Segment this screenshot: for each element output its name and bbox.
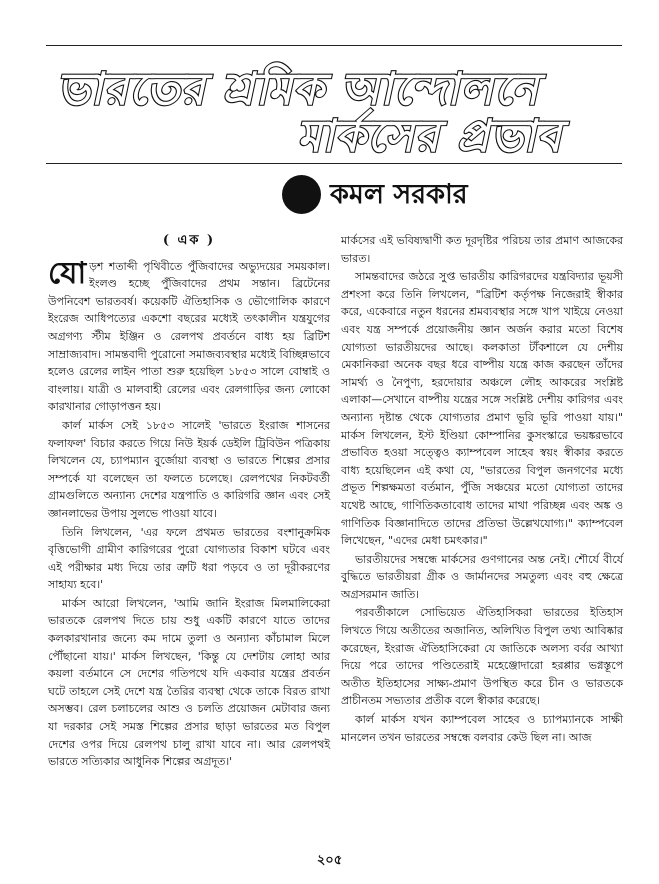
paragraph: মার্কসের এই ভবিষ্যদ্বাণী কত দূরদৃষ্টির পরিচয় তার প্রমাণ আজকের ভারত। (341, 234, 623, 265)
section-heading: ( এক ) (162, 233, 216, 248)
paragraph: কার্ল মার্কস সেই ১৮৫৩ সালেই 'ভারতে ইংরাজ শাসনের ফলাফল' বিচার করতে গিয়ে নিউ ইয়র্ক ডেইলি ট্রিবিউন পত্রিকায় লিখলেন যে, চ্যাপম্যান বুর্জোয়া ব্যবস্থা ও ভারতে শিল্পের প্রসার সম্পর্কে যা বলেছেন তা ফলতে চলেছে। রেলপথের নিকটবর্তী গ্রামগুলিতে অন্যান্য দেশের যন্ত্রপাতি ও কারিগরি জ্ঞান এবং সেই জ্ঞানলাভের উপায় সুলভে পাওয়া যাবে। (48, 418, 330, 520)
author-bullet-icon (282, 175, 321, 214)
paragraph: কার্ল মার্কস যখন ক্যাম্পবেল সাহেব ও চ্যাপম্যানকে সাক্ষী মানলেন তখন ভারতের সম্বন্ধে বলবার কেউ ছিল না। আজ (341, 713, 623, 744)
paragraph: যোড়শ শতাব্দী পৃথিবীতে পুঁজিবাদের অভ্যুদয়ের সময়কাল। ইংলণ্ড হচ্ছে পুঁজিবাদের প্রথম সন্তান। ব্রিটেনের উপনিবেশ ভারতবর্ষ। কয়েকটি ঐতিহাসিক ও ভৌগোলিক কারণে ইংরেজ আধিপত্যের একশো বছরের মধ্যেই তৎকালীন যন্ত্রযুগের অগ্রগণ্য স্টীম ইঞ্জিন ও রেলপথ প্রবর্তনে বাধ্য হয় ব্রিটিশ সাম্রাজ্যবাদ। সামন্তবাদী পুরোনো সমাজব্যবস্থার মধ্যেই বিচ্ছিন্নভাবে হলেও রেলের লাইন পাতা শুরু হয়েছিল ১৮৫৩ সালে বোম্বাই ও বাংলায়। যাত্রী ও মালবাহী রেলের এবং রেলগাড়ির জন্য লোকো কারখানার গোড়াপত্তন হয়। (48, 255, 330, 414)
article-title-line-1: ভারতের শ্রমিক আন্দোলনে (55, 64, 548, 115)
paragraph: সামন্তবাদের জঠরে সুপ্ত ভারতীয় কারিগরদের যন্ত্রবিদ্যার ভূয়সী প্রশংসা করে তিনি লিখলেন, "ব্রিটিশ কর্তৃপক্ষ নিজেরাই স্বীকার করে, একেবারে নতুন ধরনের শ্রমব্যবস্থার সঙ্গে খাপ খাইয়ে নেওয়া এবং যন্ত্র সম্পর্কে প্রয়োজনীয় জ্ঞান অর্জন করার মতো বিশেষ যোগ্যতা ভারতীয়দের আছে। কলকাতা টাঁকশালে যে দেশীয় মেকানিকরা অনেক বছর ধরে বাষ্পীয় যন্ত্রে কাজ করছেন তাঁদের সামর্থ্য ও নৈপুণ্য, হরদোয়ার অঞ্চলে লৌহ আকরের সংশ্লিষ্ট এলাকা—সেখানে বাষ্পীয় যন্ত্রের সঙ্গে সংশ্লিষ্ট দেশীয় কারিগর এবং অন্যান্য দৃষ্টান্ত থেকে যোগ্যতার প্রমাণ ভূরি ভূরি পাওয়া যায়।" মার্কস লিখলেন, ইস্ট ইণ্ডিয়া কোম্পানির কুসংস্কারে ভয়ঙ্করভাবে প্রভাবিত হওয়া সত্ত্বেও ক্যাম্পবেল সাহেব স্বয়ং স্বীকার করতে বাধ্য হয়েছিলেন এই কথা যে, "ভারতের বিপুল জনগণের মধ্যে প্রভূত শিল্পক্ষমতা বর্তমান, পুঁজি সঞ্চয়ের মতো যোগ্যতা তাদের যথেষ্ট আছে, গাণিতিকতাবোধ তাদের মাথা পরিচ্ছন্ন এবং অঙ্ক ও গাণিতিক বিজ্ঞানাদিতে তাদের প্রতিভা উল্লেখযোগ্য।" ক্যাম্পবেল লিখেছেন, "এদের মেধা চমৎকার।" (341, 270, 623, 548)
left-column (48, 232, 330, 772)
right-column (341, 232, 623, 747)
paragraph: মার্কস আরো লিখলেন, 'আমি জানি ইংরাজ মিলমালিকেরা ভারতকে রেলপথ দিতে চায় শুধু একটি কারণে যাতে তাদের কলকারখানার জন্যে কম দামে তুলা ও অন্যান্য কাঁচামাল মিলে পৌঁছানো যায়।' মার্কস লিখছেন, 'কিন্তু যে দেশটায় লোহা আর কয়লা বর্তমানে সে দেশের গতিপথে যদি একবার যন্ত্রের প্রবর্তন ঘটে তাহলে সেই দেশে যন্ত্র তৈরির ব্যবস্থা থেকে তাকে বিরত রাখা অসম্ভব। রেল চলাচলের আশু ও চলতি প্রয়োজন মেটাবার জন্য যা দরকার সেই সমস্ত শিল্পের প্রসার ছাড়া ভারতের মত বিপুল দেশের ওপর দিয়ে রেলপথ চালু রাখা যাবে না। আর রেলপথই ভারতে সত্যিকার আধুনিক শিল্পের অগ্রদূত।' (48, 596, 330, 769)
title-bottom-rule (46, 163, 622, 164)
top-rule (46, 45, 622, 46)
paragraph: ভারতীয়দের সম্বন্ধে মার্কসের গুণগানের অন্ত নেই। শৌর্যে বীর্যে বুদ্ধিতে ভারতীয়রা গ্রীক ও জার্মানদের সমতুল্য এবং বহু ক্ষেত্রে অগ্রসরমান জাতি। (341, 552, 623, 601)
drop-cap: যো (48, 255, 87, 291)
article-title-line-2: মার্কসের প্রভাব (295, 111, 572, 162)
author-name: কমল সরকার (330, 179, 468, 210)
paragraph: তিনি লিখলেন, 'এর ফলে প্রথমত ভারতের বংশানুক্রমিক বৃত্তিভোগী গ্রামীণ কারিগরের পুরো যোগ্যতার বিকাশ ঘটবে এবং এই পরীক্ষার মধ্য দিয়ে তার ত্রুটি ধরা পড়বে ও তা দূরীকরণের সাহায্য হবে।' (48, 525, 330, 592)
page-number: ২০৫ (316, 853, 343, 868)
paragraph: পরবর্তীকালে সোভিয়েত ঐতিহাসিকরা ভারতের ইতিহাস লিখতে গিয়ে অতীতের অজানিত, অলিখিত বিপুল তথ্য আবিষ্কার করেছেন, ইংরাজ ঐতিহাসিকেরা যে জাতিকে অলস্য বর্বর আখ্যা দিয়ে পরে তাদের পণ্ডিতেরাই মহেঞ্জোদারো হরপ্পার ভগ্নস্তূপে অতীত ইতিহাসের সাক্ষ্য-প্রমাণ উপস্থিত করে চীন ও ভারতকে প্রাচীনতম সভ্যতার প্রতীক বলে স্বীকার করেছে। (341, 606, 623, 708)
